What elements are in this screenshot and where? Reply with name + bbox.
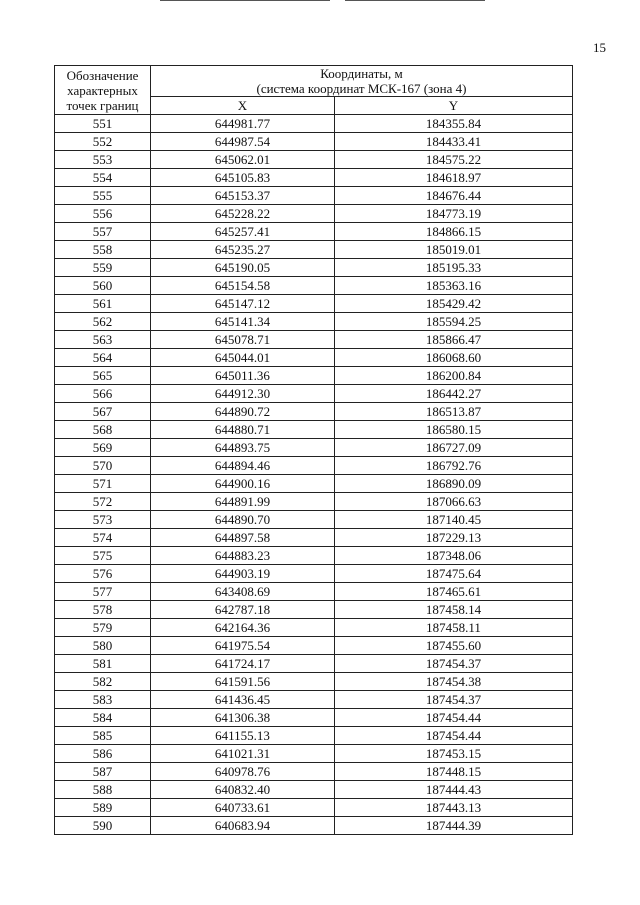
point-id-cell: 558 [55, 241, 151, 259]
x-coordinate-cell: 643408.69 [151, 583, 335, 601]
y-coordinate-cell: 187229.13 [335, 529, 573, 547]
table-row [55, 349, 573, 367]
coordinates-header-line-2: (система координат МСК-167 (зона 4) [256, 81, 467, 96]
point-id-cell: 571 [55, 475, 151, 493]
x-coordinate-cell: 645154.58 [151, 277, 335, 295]
x-coordinate-cell: 645257.41 [151, 223, 335, 241]
table-row [55, 475, 573, 493]
y-coordinate-cell: 187066.63 [335, 493, 573, 511]
y-coordinate-cell: 184773.19 [335, 205, 573, 223]
x-coordinate-cell: 644912.30 [151, 385, 335, 403]
point-id-cell: 570 [55, 457, 151, 475]
table-row [55, 637, 573, 655]
point-id-cell: 552 [55, 133, 151, 151]
x-coordinate-cell: 645190.05 [151, 259, 335, 277]
y-coordinate-cell: 187444.39 [335, 817, 573, 835]
y-coordinate-cell: 187458.11 [335, 619, 573, 637]
y-coordinate-cell: 184618.97 [335, 169, 573, 187]
table-row [55, 151, 573, 169]
y-coordinate-cell: 187454.37 [335, 655, 573, 673]
table-row [55, 187, 573, 205]
y-coordinate-cell: 187458.14 [335, 601, 573, 619]
table-row [55, 619, 573, 637]
x-coordinate-cell: 640733.61 [151, 799, 335, 817]
x-coordinate-cell: 644900.16 [151, 475, 335, 493]
table-row [55, 277, 573, 295]
x-coordinate-cell: 645078.71 [151, 331, 335, 349]
table-row [55, 727, 573, 745]
y-coordinate-cell: 187453.15 [335, 745, 573, 763]
point-designation-header [55, 66, 151, 115]
x-coordinate-cell: 644903.19 [151, 565, 335, 583]
point-id-cell: 563 [55, 331, 151, 349]
x-coordinate-cell: 645147.12 [151, 295, 335, 313]
table-row [55, 817, 573, 835]
point-id-cell: 578 [55, 601, 151, 619]
x-coordinate-cell: 644981.77 [151, 115, 335, 133]
point-id-cell: 565 [55, 367, 151, 385]
y-coordinate-cell: 187465.61 [335, 583, 573, 601]
y-coordinate-cell: 186890.09 [335, 475, 573, 493]
y-coordinate-cell: 184575.22 [335, 151, 573, 169]
point-header-line-3: точек границ [66, 97, 139, 113]
y-coordinate-cell: 185429.42 [335, 295, 573, 313]
table-row [55, 547, 573, 565]
x-coordinate-cell: 645011.36 [151, 367, 335, 385]
point-id-cell: 560 [55, 277, 151, 295]
y-coordinate-cell: 186200.84 [335, 367, 573, 385]
point-id-cell: 566 [55, 385, 151, 403]
y-coordinate-cell: 185866.47 [335, 331, 573, 349]
coordinates-table [54, 65, 573, 835]
point-id-cell: 590 [55, 817, 151, 835]
y-coordinate-cell: 184676.44 [335, 187, 573, 205]
x-coordinate-cell: 645141.34 [151, 313, 335, 331]
y-coordinate-cell: 185594.25 [335, 313, 573, 331]
point-id-cell: 588 [55, 781, 151, 799]
point-id-cell: 567 [55, 403, 151, 421]
table-row [55, 601, 573, 619]
x-coordinate-cell: 641155.13 [151, 727, 335, 745]
point-id-cell: 585 [55, 727, 151, 745]
point-id-cell: 569 [55, 439, 151, 457]
y-coordinate-cell: 187140.45 [335, 511, 573, 529]
point-id-cell: 577 [55, 583, 151, 601]
table-row [55, 421, 573, 439]
point-id-cell: 587 [55, 763, 151, 781]
y-coordinate-cell: 184355.84 [335, 115, 573, 133]
x-coordinate-cell: 642787.18 [151, 601, 335, 619]
point-id-cell: 561 [55, 295, 151, 313]
x-coordinate-cell: 645044.01 [151, 349, 335, 367]
table-row [55, 691, 573, 709]
y-coordinate-cell: 187443.13 [335, 799, 573, 817]
page-number: 15 [593, 40, 606, 55]
point-id-cell: 562 [55, 313, 151, 331]
y-coordinate-cell: 187454.44 [335, 709, 573, 727]
y-coordinate-cell: 186442.27 [335, 385, 573, 403]
point-header-line-2: характерных [67, 82, 138, 98]
y-coordinate-cell: 184433.41 [335, 133, 573, 151]
point-id-cell: 572 [55, 493, 151, 511]
y-coordinate-cell: 187475.64 [335, 565, 573, 583]
point-id-cell: 568 [55, 421, 151, 439]
table-row [55, 511, 573, 529]
table-row [55, 115, 573, 133]
x-coordinate-cell: 644880.71 [151, 421, 335, 439]
y-coordinate-cell: 185019.01 [335, 241, 573, 259]
point-id-cell: 584 [55, 709, 151, 727]
x-coordinate-cell: 641436.45 [151, 691, 335, 709]
point-id-cell: 589 [55, 799, 151, 817]
y-coordinate-cell: 187444.43 [335, 781, 573, 799]
y-coordinate-cell: 186580.15 [335, 421, 573, 439]
x-coordinate-cell: 644894.46 [151, 457, 335, 475]
x-coordinate-cell: 640832.40 [151, 781, 335, 799]
y-coordinate-cell: 186727.09 [335, 439, 573, 457]
table-row [55, 295, 573, 313]
x-coordinate-cell: 641591.56 [151, 673, 335, 691]
table-row [55, 169, 573, 187]
point-id-cell: 564 [55, 349, 151, 367]
x-coordinate-cell: 640978.76 [151, 763, 335, 781]
table-row [55, 133, 573, 151]
point-id-cell: 581 [55, 655, 151, 673]
table-row [55, 493, 573, 511]
table-row [55, 385, 573, 403]
y-column-header: Y [335, 97, 573, 115]
table-row [55, 313, 573, 331]
x-coordinate-cell: 641724.17 [151, 655, 335, 673]
y-coordinate-cell: 187455.60 [335, 637, 573, 655]
x-coordinate-cell: 641975.54 [151, 637, 335, 655]
x-coordinate-cell: 645105.83 [151, 169, 335, 187]
table-row [55, 529, 573, 547]
y-coordinate-cell: 184866.15 [335, 223, 573, 241]
table-row [55, 223, 573, 241]
x-coordinate-cell: 640683.94 [151, 817, 335, 835]
point-id-cell: 575 [55, 547, 151, 565]
x-coordinate-cell: 644890.70 [151, 511, 335, 529]
point-id-cell: 573 [55, 511, 151, 529]
y-coordinate-cell: 187454.44 [335, 727, 573, 745]
table-row [55, 655, 573, 673]
top-rule-left [160, 0, 330, 1]
x-coordinate-cell: 644987.54 [151, 133, 335, 151]
y-coordinate-cell: 186068.60 [335, 349, 573, 367]
point-header-line-1: Обозначение [66, 67, 139, 83]
x-coordinate-cell: 644891.99 [151, 493, 335, 511]
x-coordinate-cell: 645235.27 [151, 241, 335, 259]
table-row [55, 439, 573, 457]
y-coordinate-cell: 186792.76 [335, 457, 573, 475]
top-rule-right [345, 0, 485, 1]
x-coordinate-cell: 641306.38 [151, 709, 335, 727]
point-id-cell: 574 [55, 529, 151, 547]
table-row [55, 331, 573, 349]
y-coordinate-cell: 187454.37 [335, 691, 573, 709]
point-id-cell: 580 [55, 637, 151, 655]
point-id-cell: 579 [55, 619, 151, 637]
x-coordinate-cell: 645062.01 [151, 151, 335, 169]
x-coordinate-cell: 644883.23 [151, 547, 335, 565]
point-id-cell: 583 [55, 691, 151, 709]
y-coordinate-cell: 187448.15 [335, 763, 573, 781]
coordinates-header-line-1: Координаты, м [320, 66, 403, 81]
table-row [55, 457, 573, 475]
table-row [55, 781, 573, 799]
coordinates-body [55, 115, 573, 835]
coordinates-header [151, 66, 573, 97]
table-row [55, 403, 573, 421]
y-coordinate-cell: 185363.16 [335, 277, 573, 295]
point-id-cell: 554 [55, 169, 151, 187]
x-coordinate-cell: 644890.72 [151, 403, 335, 421]
point-id-cell: 553 [55, 151, 151, 169]
table-row [55, 565, 573, 583]
table-row [55, 745, 573, 763]
point-id-cell: 556 [55, 205, 151, 223]
x-coordinate-cell: 641021.31 [151, 745, 335, 763]
x-coordinate-cell: 642164.36 [151, 619, 335, 637]
table-row [55, 241, 573, 259]
table-row [55, 259, 573, 277]
point-id-cell: 582 [55, 673, 151, 691]
point-id-cell: 557 [55, 223, 151, 241]
table-row [55, 709, 573, 727]
y-coordinate-cell: 187454.38 [335, 673, 573, 691]
x-coordinate-cell: 644897.58 [151, 529, 335, 547]
table-row [55, 763, 573, 781]
x-coordinate-cell: 644893.75 [151, 439, 335, 457]
point-id-cell: 586 [55, 745, 151, 763]
y-coordinate-cell: 187348.06 [335, 547, 573, 565]
x-coordinate-cell: 645153.37 [151, 187, 335, 205]
table-row [55, 367, 573, 385]
y-coordinate-cell: 185195.33 [335, 259, 573, 277]
point-id-cell: 576 [55, 565, 151, 583]
x-column-header: X [151, 97, 335, 115]
point-id-cell: 555 [55, 187, 151, 205]
y-coordinate-cell: 186513.87 [335, 403, 573, 421]
table-row [55, 583, 573, 601]
table-row [55, 673, 573, 691]
table-row [55, 205, 573, 223]
x-coordinate-cell: 645228.22 [151, 205, 335, 223]
point-id-cell: 551 [55, 115, 151, 133]
point-id-cell: 559 [55, 259, 151, 277]
table-row [55, 799, 573, 817]
